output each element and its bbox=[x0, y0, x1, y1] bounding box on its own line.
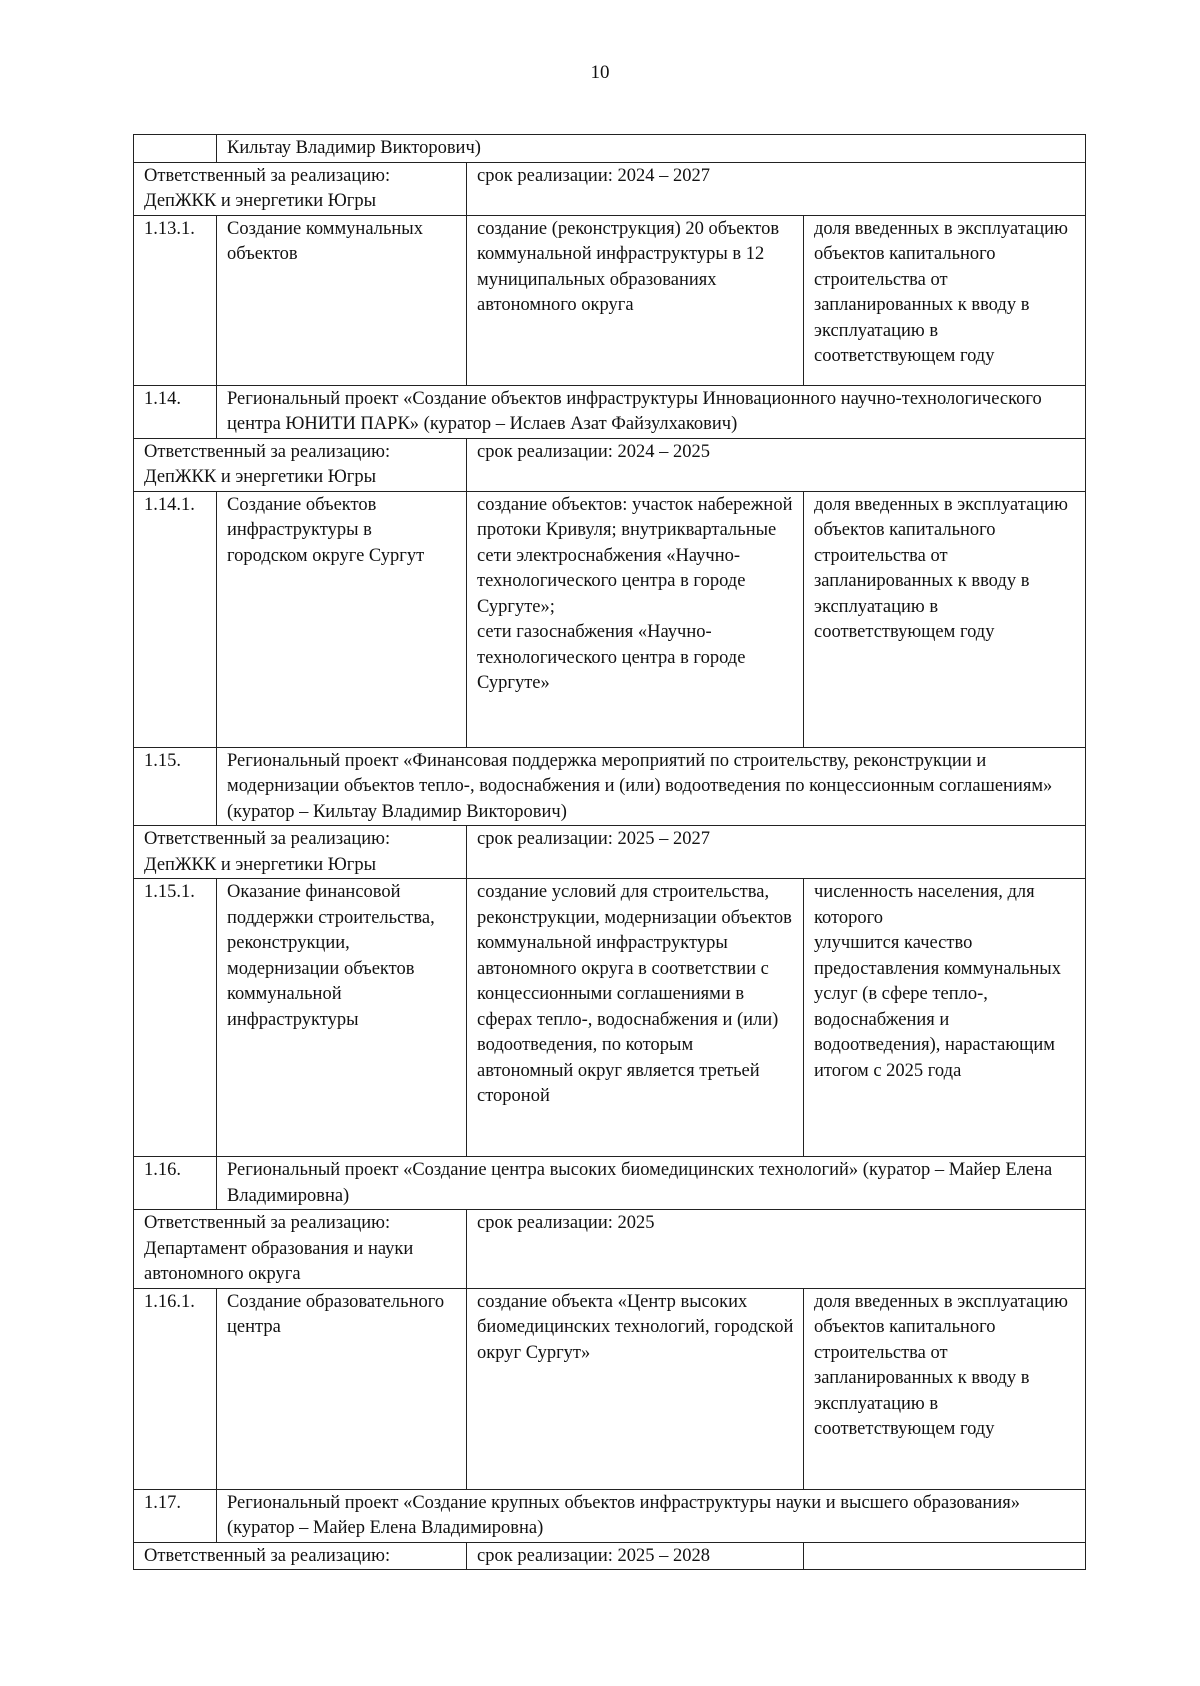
item-number: 1.14.1. bbox=[134, 491, 217, 747]
responsible-cell: Ответственный за реализацию: Департамент образования и науки автономного округа bbox=[134, 1210, 467, 1289]
activity-indicator: доля введенных в эксплуатацию объектов капитального строительства от запланированных к вводу в эксплуатацию в соответствующем году bbox=[804, 491, 1086, 747]
project-title: Региональный проект «Создание крупных объектов инфраструктуры науки и высшего образования» (куратор – Майер Елена Владимировна) bbox=[217, 1489, 1086, 1542]
term-cell: срок реализации: 2024 – 2025 bbox=[467, 438, 1086, 491]
activity-result: создание условий для строительства, реконструкции, модернизации объектов коммунальной инфраструктуры автономного округа в соответствии с концессионными соглашениями в сферах тепло-, водоснабжения и (или) водоотведения, по которым автономный округ является третьей стороной bbox=[467, 879, 804, 1157]
project-title: Региональный проект «Создание объектов инфраструктуры Инновационного научно-технологического центра ЮНИТИ ПАРК» (куратор – Ислаев Азат Файзулхакович) bbox=[217, 385, 1086, 438]
project-row bbox=[134, 385, 1086, 438]
activity-indicator: численность населения, для которого улучшится качество предоставления коммунальных услуг (в сфере тепло-, водоснабжения и водоотведения), нарастающим итогом с 2025 года bbox=[804, 879, 1086, 1157]
project-number: 1.14. bbox=[134, 385, 217, 438]
project-row bbox=[134, 1489, 1086, 1542]
term-cell: срок реализации: 2025 – 2027 bbox=[467, 826, 1086, 879]
activity-row bbox=[134, 215, 1086, 385]
item-number: 1.13.1. bbox=[134, 215, 217, 385]
empty-cell bbox=[134, 135, 217, 163]
item-number: 1.16.1. bbox=[134, 1288, 217, 1489]
activities-table bbox=[133, 134, 1086, 1570]
responsible-cell: Ответственный за реализацию: ДепЖКК и энергетики Югры bbox=[134, 438, 467, 491]
project-title: Региональный проект «Финансовая поддержка мероприятий по строительству, реконструкции и модернизации объектов тепло-, водоснабжения и (или) водоотведения по концессионным соглашениям» (куратор – Кильтау Владимир Викторович) bbox=[217, 747, 1086, 826]
page-number: 10 bbox=[590, 62, 610, 83]
responsible-row bbox=[134, 1210, 1086, 1289]
project-number: 1.17. bbox=[134, 1489, 217, 1542]
responsible-cell: Ответственный за реализацию: ДепЖКК и энергетики Югры bbox=[134, 162, 467, 215]
activity-name: Создание коммунальных объектов bbox=[217, 215, 467, 385]
activity-row bbox=[134, 491, 1086, 747]
responsible-row bbox=[134, 162, 1086, 215]
term-cell: срок реализации: 2025 – 2028 bbox=[467, 1542, 804, 1570]
project-title: Региональный проект «Создание центра высоких биомедицинских технологий» (куратор – Майер Елена Владимировна) bbox=[217, 1157, 1086, 1210]
project-number: 1.16. bbox=[134, 1157, 217, 1210]
responsible-cell: Ответственный за реализацию: bbox=[134, 1542, 467, 1570]
term-cell: срок реализации: 2024 – 2027 bbox=[467, 162, 1086, 215]
responsible-row bbox=[134, 1542, 1086, 1570]
activity-result: создание объекта «Центр высоких биомедицинских технологий, городской округ Сургут» bbox=[467, 1288, 804, 1489]
project-number: 1.15. bbox=[134, 747, 217, 826]
empty-cell bbox=[804, 1542, 1086, 1570]
activity-name: Создание объектов инфраструктуры в городском округе Сургут bbox=[217, 491, 467, 747]
project-row bbox=[134, 1157, 1086, 1210]
term-cell: срок реализации: 2025 bbox=[467, 1210, 1086, 1289]
item-number: 1.15.1. bbox=[134, 879, 217, 1157]
activity-row bbox=[134, 1288, 1086, 1489]
activity-name: Создание образовательного центра bbox=[217, 1288, 467, 1489]
activity-indicator: доля введенных в эксплуатацию объектов капитального строительства от запланированных к вводу в эксплуатацию в соответствующем году bbox=[804, 1288, 1086, 1489]
table-row bbox=[134, 135, 1086, 163]
responsible-cell: Ответственный за реализацию: ДепЖКК и энергетики Югры bbox=[134, 826, 467, 879]
activity-result: создание (реконструкция) 20 объектов коммунальной инфраструктуры в 12 муниципальных образованиях автономного округа bbox=[467, 215, 804, 385]
activity-result: создание объектов: участок набережной протоки Кривуля; внутриквартальные сети электроснабжения «Научно-технологического центра в городе Сургуте»; сети газоснабжения «Научно-технологического центра в городе Сургуте» bbox=[467, 491, 804, 747]
activity-name: Оказание финансовой поддержки строительства, реконструкции, модернизации объектов коммунальной инфраструктуры bbox=[217, 879, 467, 1157]
activity-row bbox=[134, 879, 1086, 1157]
activity-indicator: доля введенных в эксплуатацию объектов капитального строительства от запланированных к вводу в эксплуатацию в соответствующем году bbox=[804, 215, 1086, 385]
responsible-row bbox=[134, 438, 1086, 491]
continued-text: Кильтау Владимир Викторович) bbox=[217, 135, 1086, 163]
responsible-row bbox=[134, 826, 1086, 879]
project-row bbox=[134, 747, 1086, 826]
